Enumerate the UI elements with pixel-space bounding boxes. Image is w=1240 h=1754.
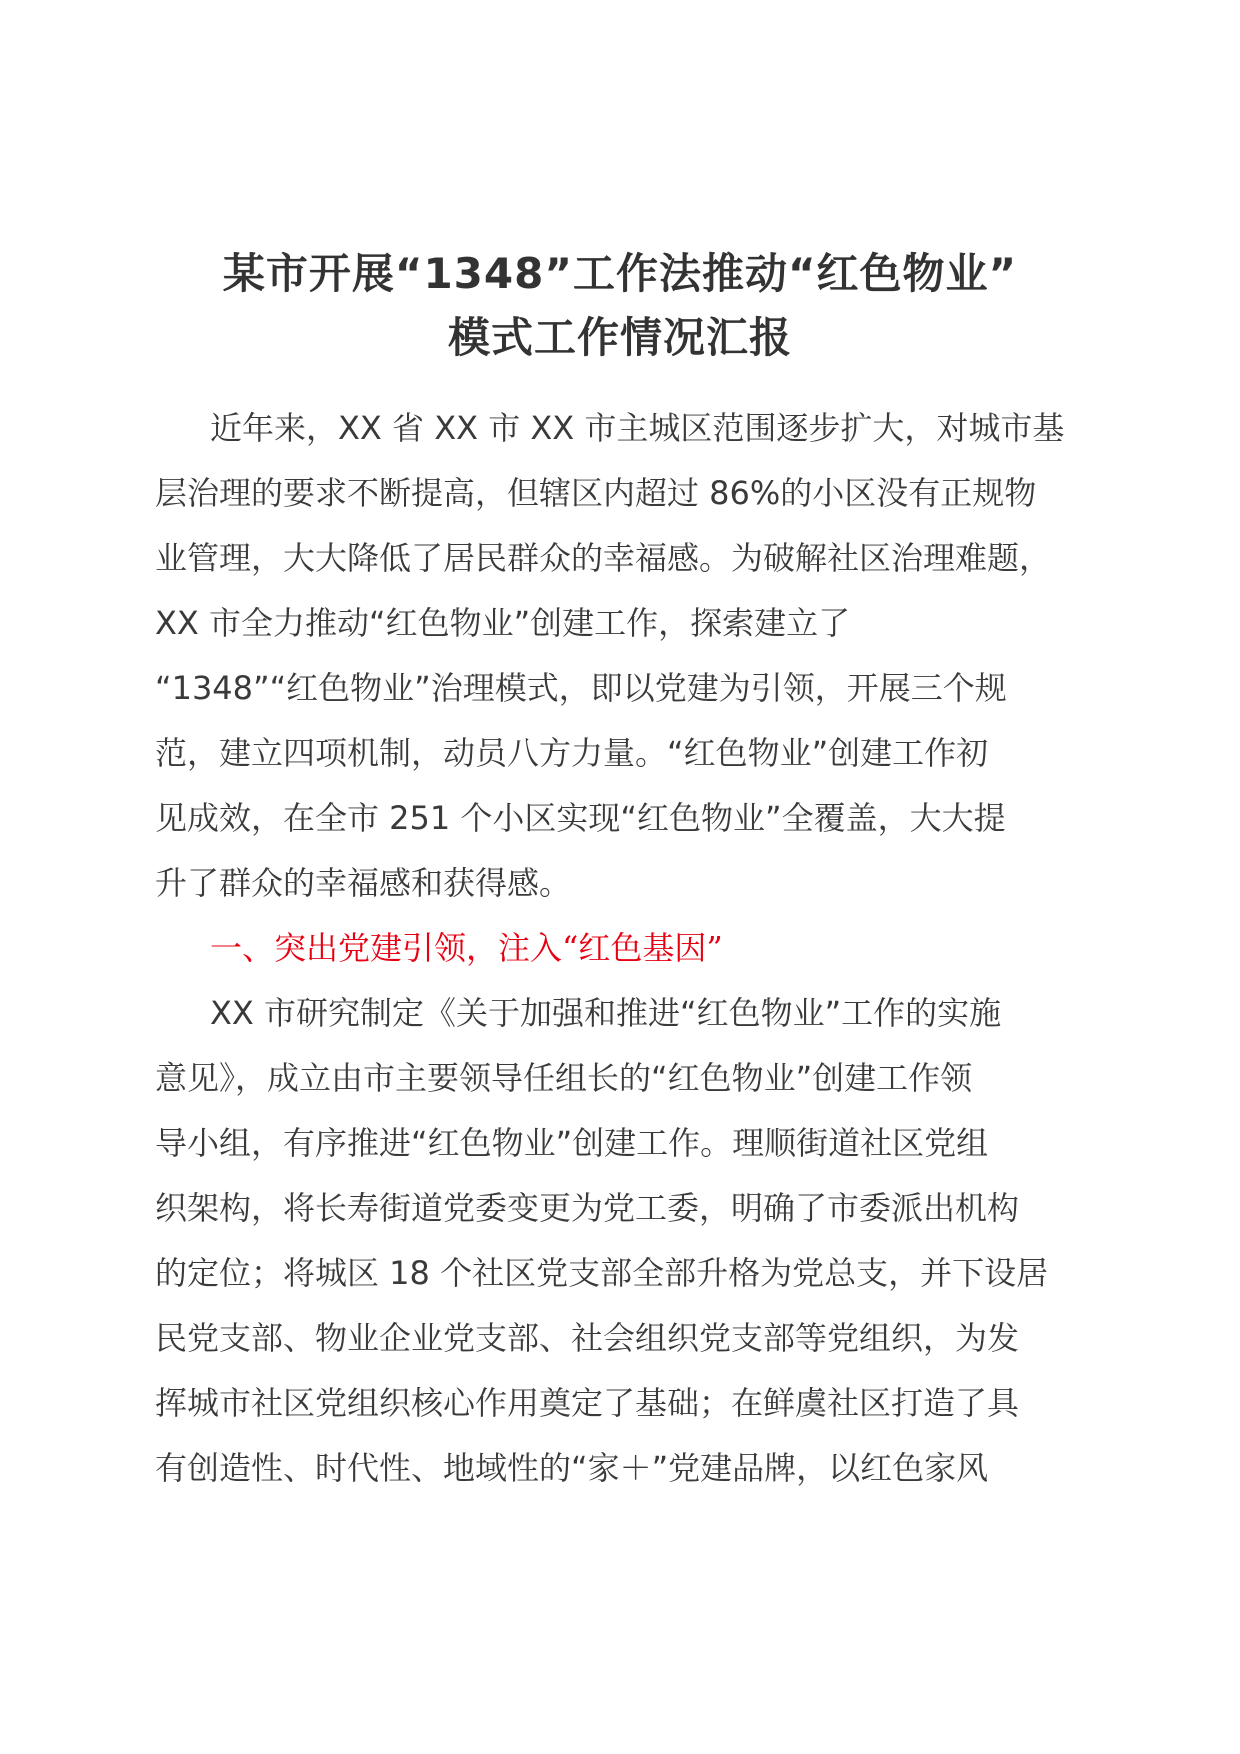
paragraph-2-line: 民党支部、物业企业党支部、社会组织党支部等党组织，为发	[155, 1319, 1020, 1357]
paragraph-1-line: 升了群众的幸福感和获得感。	[155, 864, 572, 902]
paragraph-2-line: XX 市研究制定《关于加强和推进“红色物业”工作的实施	[210, 994, 1002, 1032]
paragraph-2-line: 意见》，成立由市主要领导任组长的“红色物业”创建工作领	[155, 1059, 973, 1097]
paragraph-2-line: 织架构，将长寿街道党委变更为党工委，明确了市委派出机构	[155, 1189, 1020, 1227]
paragraph-2-line: 有创造性、时代性、地域性的“家＋”党建品牌，以红色家风	[155, 1449, 989, 1487]
title-line-2: 模式工作情况汇报	[447, 313, 792, 362]
paragraph-1-line: 见成效，在全市 251 个小区实现“红色物业”全覆盖，大大提	[155, 799, 1006, 837]
paragraph-2-line: 导小组，有序推进“红色物业”创建工作。理顺街道社区党组	[155, 1124, 989, 1162]
document-title	[120, 242, 1120, 370]
paragraph-1-line: “1348”“红色物业”治理模式，即以党建为引领，开展三个规	[155, 669, 1007, 707]
paragraph-1-line: 近年来，XX 省 XX 市 XX 市主城区范围逐步扩大，对城市基	[210, 409, 1065, 447]
paragraph-2-line: 的定位；将城区 18 个社区党支部全部升格为党总支，并下设居	[155, 1254, 1049, 1292]
paragraph-1-line: 业管理，大大降低了居民群众的幸福感。为破解社区治理难题，	[155, 539, 1052, 577]
paragraph-1-line: 范，建立四项机制，动员八方力量。“红色物业”创建工作初	[155, 734, 989, 772]
section-heading-1: 一、突出党建引领，注入“红色基因”	[210, 929, 723, 967]
title-line-1: 某市开展“1348”工作法推动“红色物业”	[222, 249, 1018, 298]
paragraph-2-line: 挥城市社区党组织核心作用奠定了基础；在鲜虞社区打造了具	[155, 1384, 1020, 1422]
paragraph-1-line: XX 市全力推动“红色物业”创建工作，探索建立了	[155, 604, 851, 642]
document-body	[155, 396, 1095, 1501]
paragraph-1-line: 层治理的要求不断提高，但辖区内超过 86%的小区没有正规物	[155, 474, 1037, 512]
